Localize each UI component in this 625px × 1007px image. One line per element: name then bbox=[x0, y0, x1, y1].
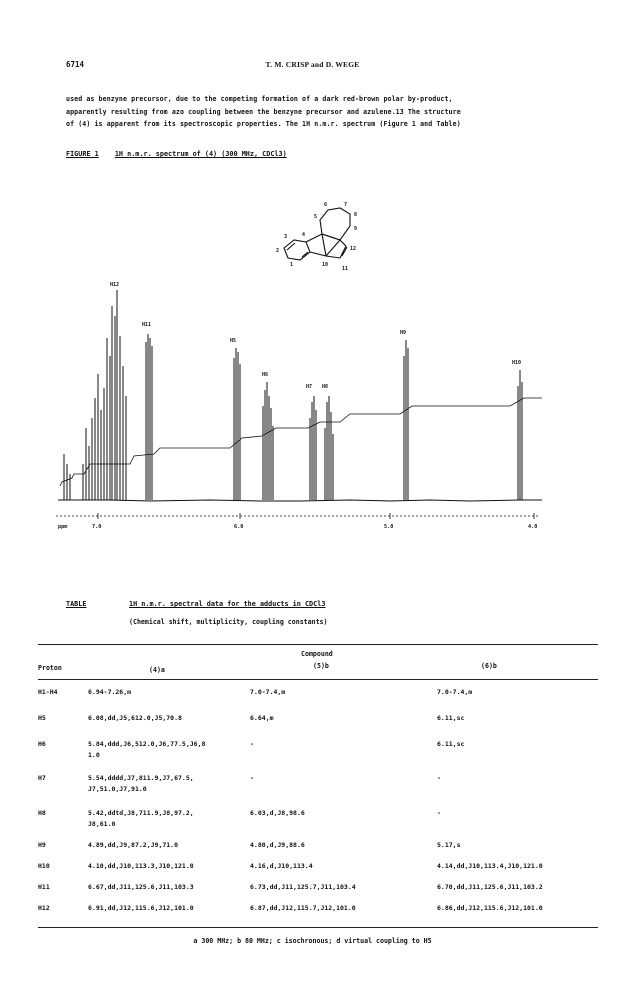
structure-label: 11 bbox=[342, 266, 349, 272]
paragraph-line: of (4) is apparent from its spectroscopic properties. The 1H n.m.r. spectrum (Figure 1 and Table) bbox=[66, 120, 461, 128]
table-cell: 6.64,m bbox=[250, 714, 274, 722]
peak-h7 bbox=[310, 396, 316, 500]
molecular-structure bbox=[270, 200, 380, 275]
table-cell: 4.80,d,J9,88.6 bbox=[250, 841, 305, 849]
table-cell-proton: H7 bbox=[38, 774, 46, 782]
peak-label: H9 bbox=[400, 330, 407, 336]
table-cell-proton: H10 bbox=[38, 862, 50, 870]
peak-h9 bbox=[404, 340, 408, 500]
table-cell: - bbox=[437, 809, 441, 817]
peak-label: H6 bbox=[262, 372, 269, 378]
structure-label: 12 bbox=[350, 246, 357, 252]
table-cell: 4.89,dd,J9,87.2,J9,71.0 bbox=[88, 841, 179, 849]
table-cell: 6.94-7.26,m bbox=[88, 688, 132, 696]
running-title: T. M. CRISP and D. WEGE bbox=[265, 60, 360, 69]
table-cell: 5.84,ddd,J6,512.0,J6,77.5,J6,8 bbox=[88, 740, 206, 748]
table-cell: J8,61.0 bbox=[88, 820, 116, 828]
table-title: 1H n.m.r. spectral data for the adducts in CDCl3 bbox=[129, 600, 326, 608]
table-cell: 4.14,dd,J10,113.4,J10,121.0 bbox=[437, 862, 543, 870]
table-footnote: a 300 MHz; b 80 MHz; c isochronous; d virtual coupling to H5 bbox=[193, 937, 432, 945]
peak-h12 bbox=[83, 290, 126, 500]
table-cell: 5.54,dddd,J7,811.9,J7,67.5, bbox=[88, 774, 194, 782]
table-cell: 6.67,dd,J11,125.6,J11,103.3 bbox=[88, 883, 194, 891]
table-cell: 6.08,dd,J5,612.0,J5,70.8 bbox=[88, 714, 182, 722]
table-cell-proton: H12 bbox=[38, 904, 50, 912]
peak-label: H11 bbox=[142, 322, 152, 328]
table-cell-proton: H9 bbox=[38, 841, 46, 849]
structure-label: 10 bbox=[322, 262, 329, 268]
axis-tick: 7.0 bbox=[92, 524, 102, 530]
table-cell: 6.70,dd,J11,125.6,J11,103.2 bbox=[437, 883, 543, 891]
structure-label: 9 bbox=[354, 226, 358, 232]
table-cell: 4.16,d,J10,113.4 bbox=[250, 862, 313, 870]
table-cell-proton: H8 bbox=[38, 809, 46, 817]
axis-tick: 5.0 bbox=[384, 524, 394, 530]
table-cell: 6.73,dd,J11,125.7,J11,103.4 bbox=[250, 883, 356, 891]
table-cell: 6.11,sc bbox=[437, 714, 465, 722]
figure-caption bbox=[66, 150, 287, 158]
peak-h10 bbox=[518, 370, 522, 500]
peak-label: H8 bbox=[322, 384, 329, 390]
body-paragraph bbox=[66, 93, 586, 131]
column-header: (4)a bbox=[149, 666, 165, 674]
table-label: TABLE bbox=[66, 600, 87, 608]
structure-label: 4 bbox=[302, 232, 306, 238]
table-cell-proton: H11 bbox=[38, 883, 50, 891]
paragraph-line: used as benzyne precursor, due to the competing formation of a dark red-brown polar by-product, bbox=[66, 95, 453, 103]
column-header: (5)b bbox=[313, 662, 329, 670]
table-header-rule bbox=[38, 679, 598, 680]
structure-label: 2 bbox=[276, 248, 280, 254]
ppm-axis bbox=[56, 513, 540, 519]
peak-label: H5 bbox=[230, 338, 237, 344]
figure-title: 1H n.m.r. spectrum of (4) (300 MHz, CDCl3) bbox=[114, 150, 287, 158]
peak-label: H12 bbox=[110, 282, 120, 288]
structure-label: 7 bbox=[344, 202, 348, 208]
peak-h5 bbox=[234, 348, 240, 500]
table-cell: 6.11,sc bbox=[437, 740, 465, 748]
structure-label: 6 bbox=[324, 202, 328, 208]
peak-h6 bbox=[263, 382, 273, 500]
table-cell: 6.87,dd,J12,115.7,J12,101.0 bbox=[250, 904, 356, 912]
table-cell: 5.17,s bbox=[437, 841, 461, 849]
table-cell: - bbox=[437, 774, 441, 782]
integration-curve bbox=[60, 398, 542, 486]
structure-label: 3 bbox=[284, 234, 288, 240]
table-cell: 5.42,ddtd,J8,711.9,J8,97.2, bbox=[88, 809, 194, 817]
table-cell: 7.0-7.4,m bbox=[437, 688, 473, 696]
table-subtitle: (Chemical shift, multiplicity, coupling constants) bbox=[129, 618, 328, 626]
axis-unit: ppm bbox=[58, 524, 68, 530]
figure-label: FIGURE 1 bbox=[66, 150, 99, 158]
peak-h8 bbox=[325, 396, 333, 500]
table-top-rule bbox=[38, 644, 598, 645]
table-cell: - bbox=[250, 774, 254, 782]
table-cell: - bbox=[250, 740, 254, 748]
azulene-seven-ring bbox=[320, 208, 350, 240]
table-cell: 6.86,dd,J12,115.6,J12,101.0 bbox=[437, 904, 543, 912]
peak-label: H10 bbox=[512, 360, 522, 366]
table-cell-proton: H6 bbox=[38, 740, 46, 748]
peak-h1-h4 bbox=[64, 454, 70, 500]
table-cell: J7,51.0,J7,91.0 bbox=[88, 785, 147, 793]
page-number: 6714 bbox=[66, 60, 85, 69]
column-header: (6)b bbox=[481, 662, 497, 670]
table-cell: 7.0-7.4,m bbox=[250, 688, 286, 696]
table-cell: 1.0 bbox=[88, 751, 100, 759]
table-cell: 6.91,dd,J12,115.6,J12,101.0 bbox=[88, 904, 194, 912]
spectrum-trace bbox=[58, 290, 542, 501]
table-bottom-rule bbox=[38, 927, 598, 928]
structure-label: 5 bbox=[314, 214, 318, 220]
paragraph-line: apparently resulting from azo coupling between the benzyne precursor and azulene.13 The structure bbox=[66, 107, 461, 116]
table-cell: 6.03,d,J8,98.6 bbox=[250, 809, 305, 817]
axis-tick: 4.0 bbox=[528, 524, 538, 530]
table-cell: 4.10,dd,J10,113.3,J10,121.0 bbox=[88, 862, 194, 870]
axis-tick: 6.0 bbox=[234, 524, 244, 530]
peak-label: H7 bbox=[306, 384, 313, 390]
column-header: Proton bbox=[38, 664, 62, 672]
nmr-spectrum bbox=[50, 278, 550, 530]
peak-h11 bbox=[146, 334, 152, 500]
structure-label: 8 bbox=[354, 212, 358, 218]
table-cell-proton: H5 bbox=[38, 714, 46, 722]
benzo-ring bbox=[284, 240, 310, 260]
table-cell-proton: H1-H4 bbox=[38, 688, 58, 696]
structure-label: 1 bbox=[290, 262, 294, 268]
column-group-header: Compound bbox=[301, 650, 333, 658]
